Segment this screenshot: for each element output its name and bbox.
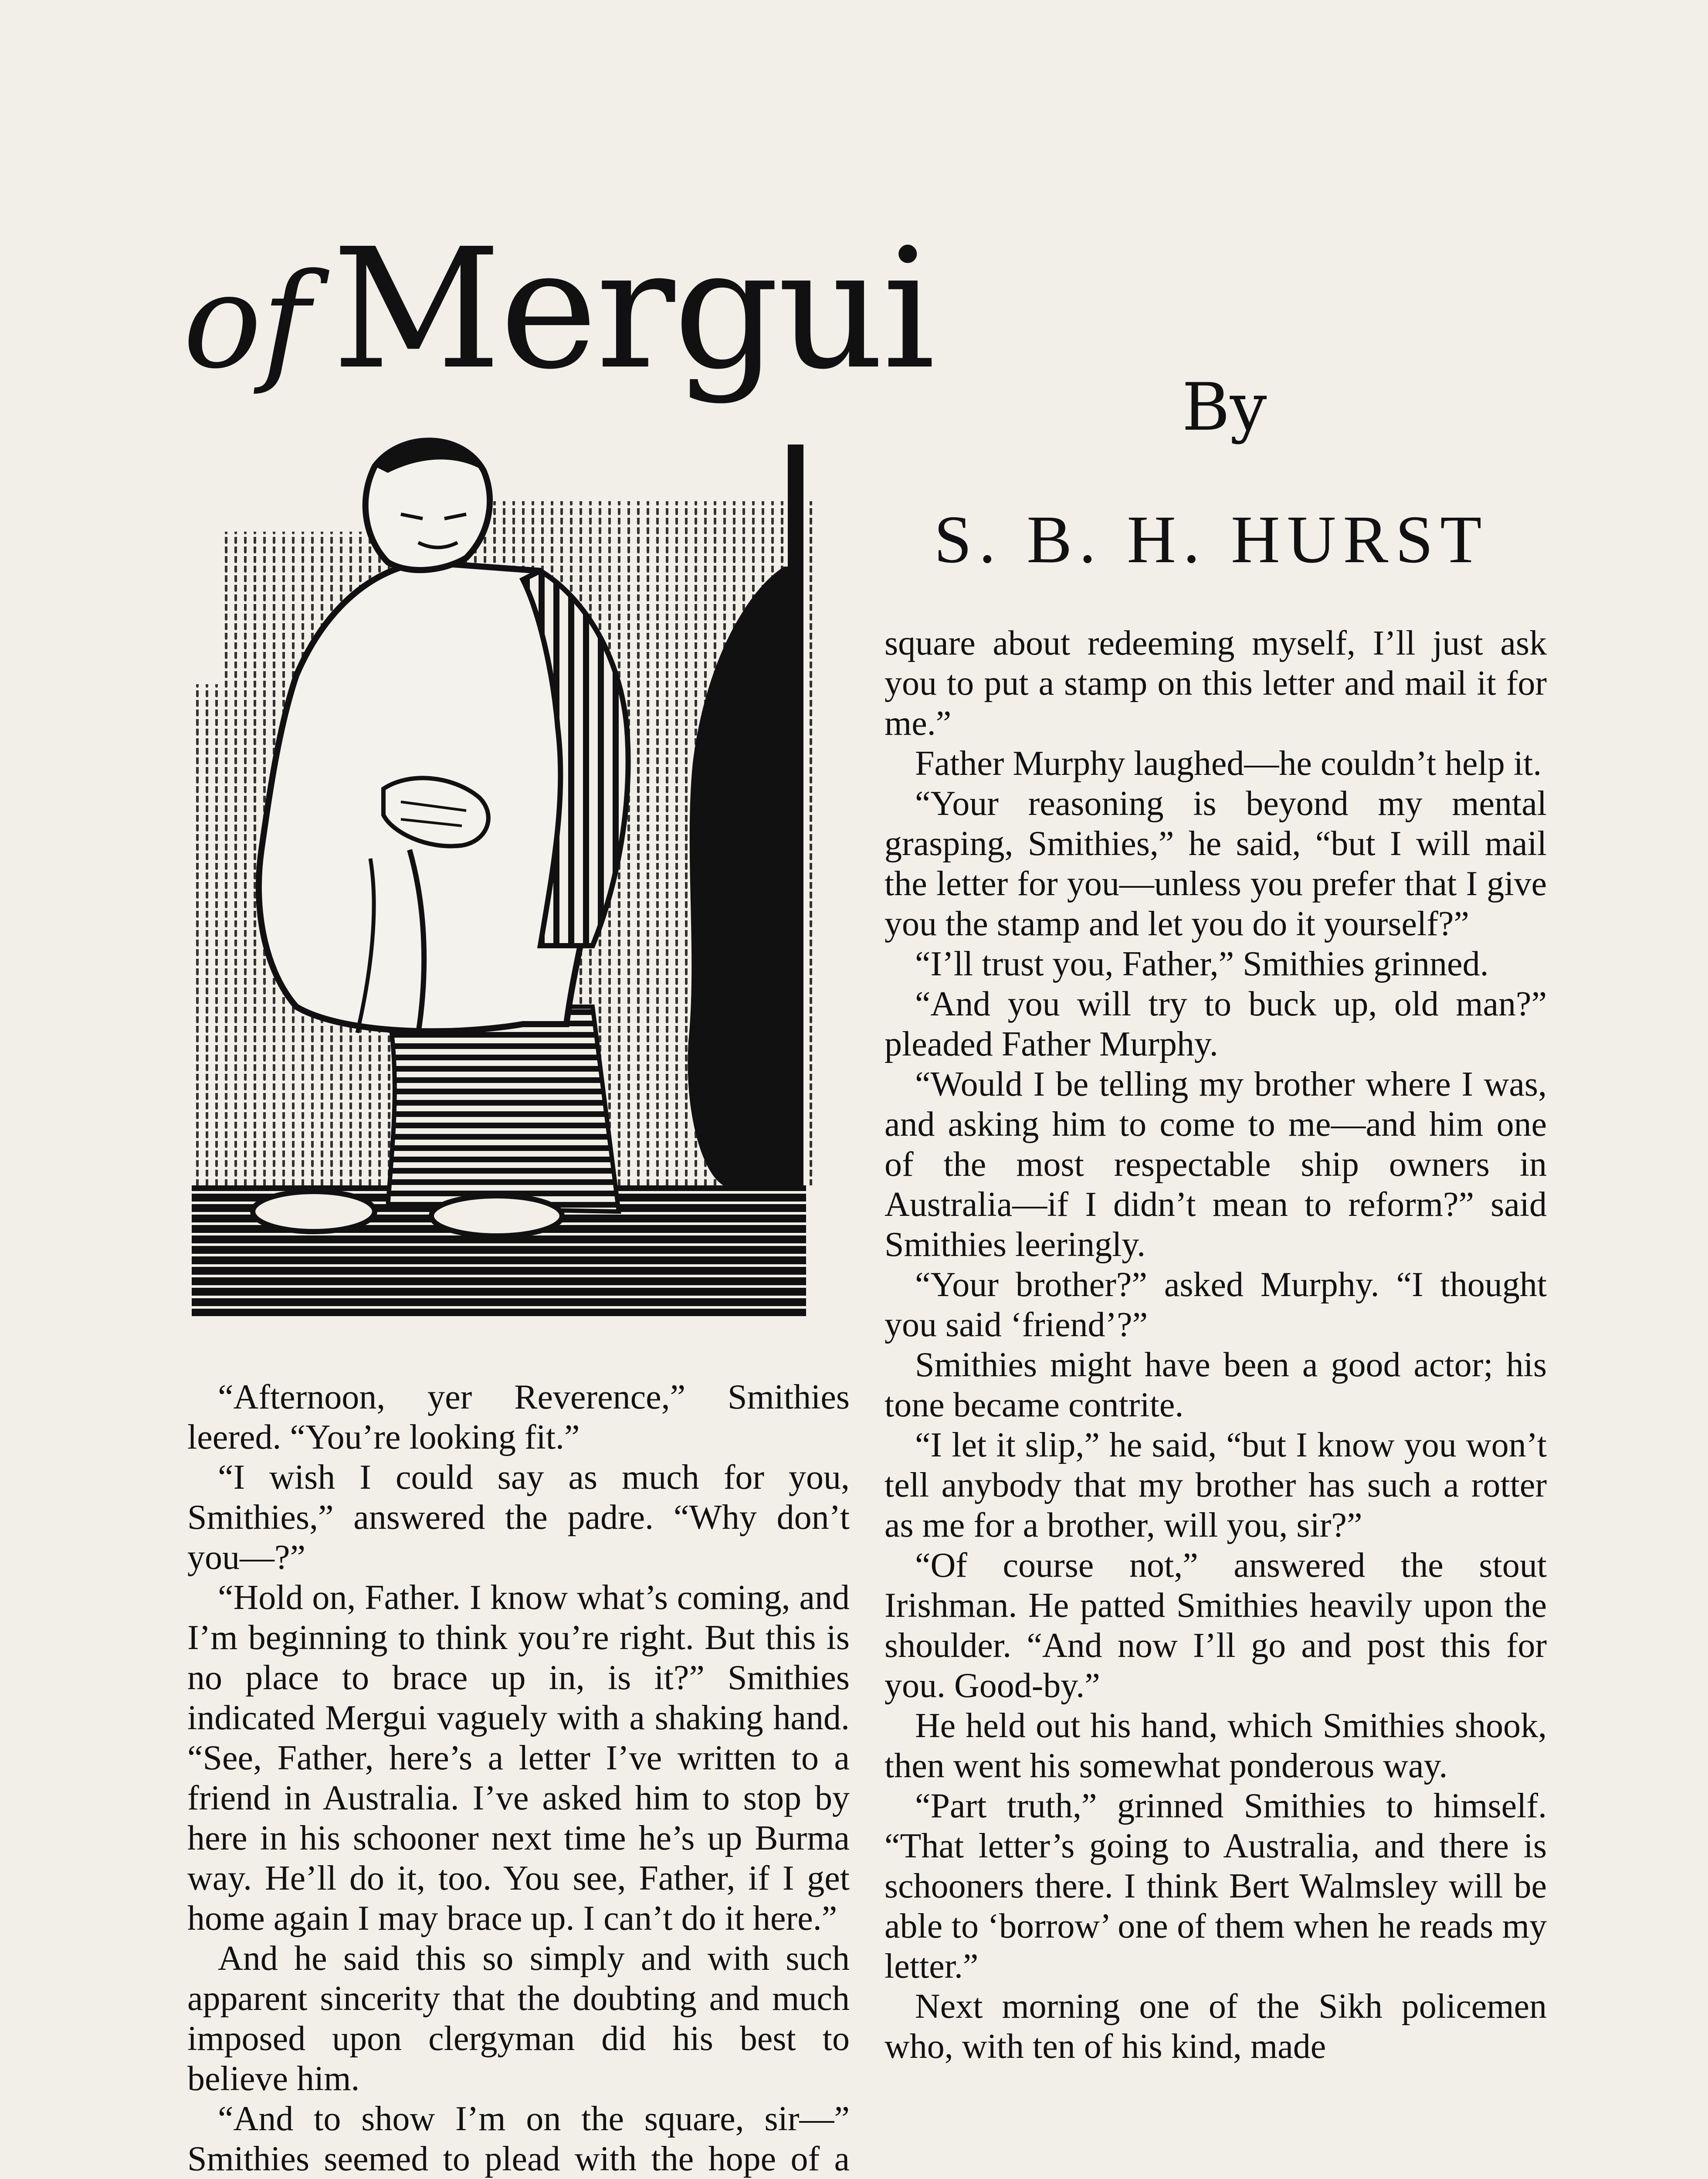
paragraph: “Part truth,” grinned Smithies to himself. “That letter’s going to Australia, and there is schooners there. I think Bert Walmsley will be able to ‘borrow’ one of them when he reads my letter.” <box>884 1787 1547 1986</box>
paragraph: “Hold on, Father. I know what’s coming, and I’m beginning to think you’re right. But this is no place to brace up in, is it?” Smithies indicated Mergui vaguely with a shaking hand. “See, Father, here’s a letter I’ve written to a friend in Australia. I’ve asked him to stop by here in his schooner next time he’s up Burma way. He’ll do it, too. You see, Father, if I get home again I may brace up. I can’t do it here.” <box>187 1578 850 1938</box>
paragraph: “Of course not,” answered the stout Irishman. He patted Smithies heavily upon the shoulder. “And now I’ll go and post this for you. Good-by.” <box>884 1546 1547 1705</box>
byline <box>871 370 1551 577</box>
left-foot <box>253 1191 375 1232</box>
figure-trousers <box>388 1007 619 1212</box>
paragraph: Next morning one of the Sikh policemen who, with ten of his kind, made <box>884 1987 1547 2066</box>
paragraph: “I wish I could say as much for you, Smithies,” answered the padre. “Why don’t you—?” <box>187 1458 850 1577</box>
paragraph: square about redeeming myself, I’ll just ask you to put a stamp on this letter and mail it for me.” <box>884 624 1547 743</box>
paragraph: “And you will try to buck up, old man?” pleaded Father Murphy. <box>884 985 1547 1063</box>
paragraph: And he said this so simply and with such apparent sincerity that the doubting and much imposed upon clergyman did his best to believe him. <box>187 1939 850 2098</box>
paragraph: “And to show I’m on the square, sir—” Smithies seemed to plead with the hope of a <box>187 2100 850 2178</box>
author-name: S. B. H. HURST <box>934 502 1489 577</box>
frame-right-border <box>788 445 803 1194</box>
byline-by: By <box>1182 370 1267 445</box>
paragraph: “I’ll trust you, Father,” Smithies grinned. <box>915 945 1489 983</box>
story-title <box>183 213 934 406</box>
paragraph: Smithies might have been a good actor; his tone became contrite. <box>884 1346 1547 1424</box>
paragraph: “Afternoon, yer Reverence,” Smithies leered. “You’re looking fit.” <box>187 1378 850 1456</box>
right-foot <box>431 1196 562 1236</box>
title-prefix: of <box>183 245 310 397</box>
left-column <box>187 1377 850 2179</box>
paragraph: Father Murphy laughed—he couldn’t help it. <box>915 744 1542 783</box>
paragraph: “Would I be telling my brother where I was, and asking him to come to me—and him one of the most respectable ship owners in Australia—if I didn’t mean to reform?” said Smithies leeringly. <box>884 1065 1547 1264</box>
paragraph: He held out his hand, which Smithies shook, then went his somewhat ponderous way. <box>884 1707 1547 1785</box>
title-word: Mergui <box>332 213 934 406</box>
paragraph: “Your brother?” asked Murphy. “I thought you said ‘friend’?” <box>884 1266 1547 1344</box>
woodcut-illustration <box>183 431 837 1320</box>
right-column <box>884 623 1547 2067</box>
paragraph: “I let it slip,” he said, “but I know you won’t tell anybody that my brother has such a rotter as me for a brother, will you, sir?” <box>884 1426 1547 1544</box>
paragraph: “Your reasoning is beyond my mental grasping, Smithies,” he said, “but I will mail the letter for you—unless you prefer that I give you the stamp and let you do it yourself?” <box>884 784 1547 943</box>
